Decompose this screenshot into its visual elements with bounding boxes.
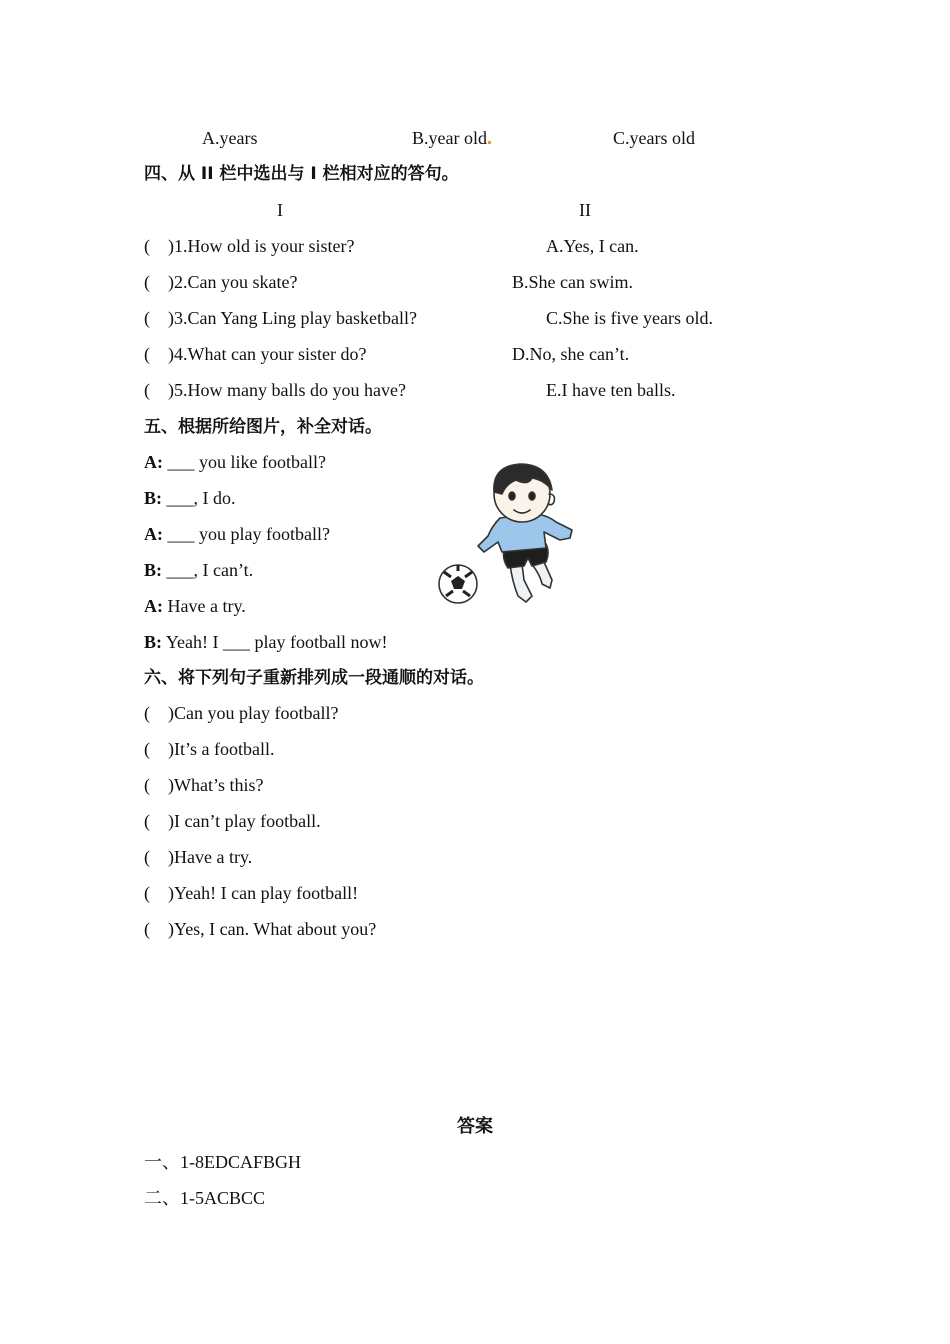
s4-answer-e: E.I have ten balls. [546,380,676,400]
dialogue-text: ___ you play football? [163,524,330,544]
boy-football-illustration [432,456,587,611]
order-blank[interactable]: ( [144,811,150,831]
s6-item-6 [144,882,358,904]
speaker-label: A: [144,596,163,616]
s4-answer-b: B.She can swim. [512,272,633,292]
s6-item-text: )Can you play football? [168,703,339,723]
order-blank[interactable]: ( [144,739,150,759]
s4-answer-a: A.Yes, I can. [546,236,639,256]
s4-question-3 [144,307,417,329]
section4-heading: 四、从 II 栏中选出与 I 栏相对应的答句。 [144,164,459,184]
order-blank[interactable]: ( [144,775,150,795]
s6-item-text: )It’s a football. [168,739,275,759]
col2-label: II [579,200,591,220]
dialogue-text: ___ you like football? [163,452,326,472]
option-a: A.years [202,128,258,148]
s6-item-text: )Yeah! I can play football! [168,883,359,903]
dialogue-line-5 [144,595,246,617]
s4-q1-text: )1.How old is your sister? [168,236,355,256]
speaker-label: B: [144,560,162,580]
answers-title: 答案 [457,1116,493,1137]
answer-blank[interactable]: ( [144,272,150,292]
answer-blank[interactable]: ( [144,380,150,400]
dialogue-line-1 [144,451,326,473]
speaker-label: B: [144,488,162,508]
s4-q5-text: )5.How many balls do you have? [168,380,406,400]
dialogue-text: Have a try. [163,596,246,616]
col1-label: I [277,200,283,220]
dialogue-text: ___, I do. [162,488,236,508]
speaker-label: A: [144,452,163,472]
s4-q3-text: )3.Can Yang Ling play basketball? [168,308,417,328]
s4-question-1 [144,235,354,257]
speaker-label: A: [144,524,163,544]
s6-item-3 [144,774,263,796]
option-b-text: B.year old [412,128,487,148]
order-blank[interactable]: ( [144,703,150,723]
speaker-label: B: [144,632,162,652]
dialogue-line-2 [144,487,236,509]
s6-item-2 [144,738,274,760]
s6-item-text: )Have a try. [168,847,253,867]
s6-item-4 [144,810,321,832]
s6-item-1 [144,702,338,724]
mark-dot [488,141,491,144]
s6-item-text: )I can’t play football. [168,811,321,831]
s4-answer-d: D.No, she can’t. [512,344,630,364]
dialogue-line-6 [144,631,387,653]
answer-blank[interactable]: ( [144,236,150,256]
s6-item-text: )What’s this? [168,775,264,795]
answer-blank[interactable]: ( [144,308,150,328]
s4-q2-text: )2.Can you skate? [168,272,298,292]
section6-heading: 六、将下列句子重新排列成一段通顺的对话。 [144,668,484,688]
s4-q4-text: )4.What can your sister do? [168,344,367,364]
option-b [412,127,492,149]
section5-heading: 五、根据所给图片，补全对话。 [144,417,382,437]
dialogue-line-3 [144,523,330,545]
order-blank[interactable]: ( [144,847,150,867]
dialogue-text: Yeah! I ___ play football now! [162,632,388,652]
s6-item-5 [144,846,252,868]
football-icon [439,565,477,603]
s6-item-text: )Yes, I can. What about you? [168,919,377,939]
s4-answer-c: C.She is five years old. [546,308,713,328]
answer-line-2: 二、1-5ACBCC [144,1188,266,1208]
s4-question-2 [144,271,297,293]
order-blank[interactable]: ( [144,919,150,939]
dialogue-text: ___, I can’t. [162,560,254,580]
answer-blank[interactable]: ( [144,344,150,364]
option-c: C.years old [613,128,695,148]
s6-item-7 [144,918,376,940]
s4-question-4 [144,343,366,365]
order-blank[interactable]: ( [144,883,150,903]
answer-line-1: 一、1-8EDCAFBGH [144,1152,302,1172]
dialogue-line-4 [144,559,253,581]
s4-question-5 [144,379,406,401]
